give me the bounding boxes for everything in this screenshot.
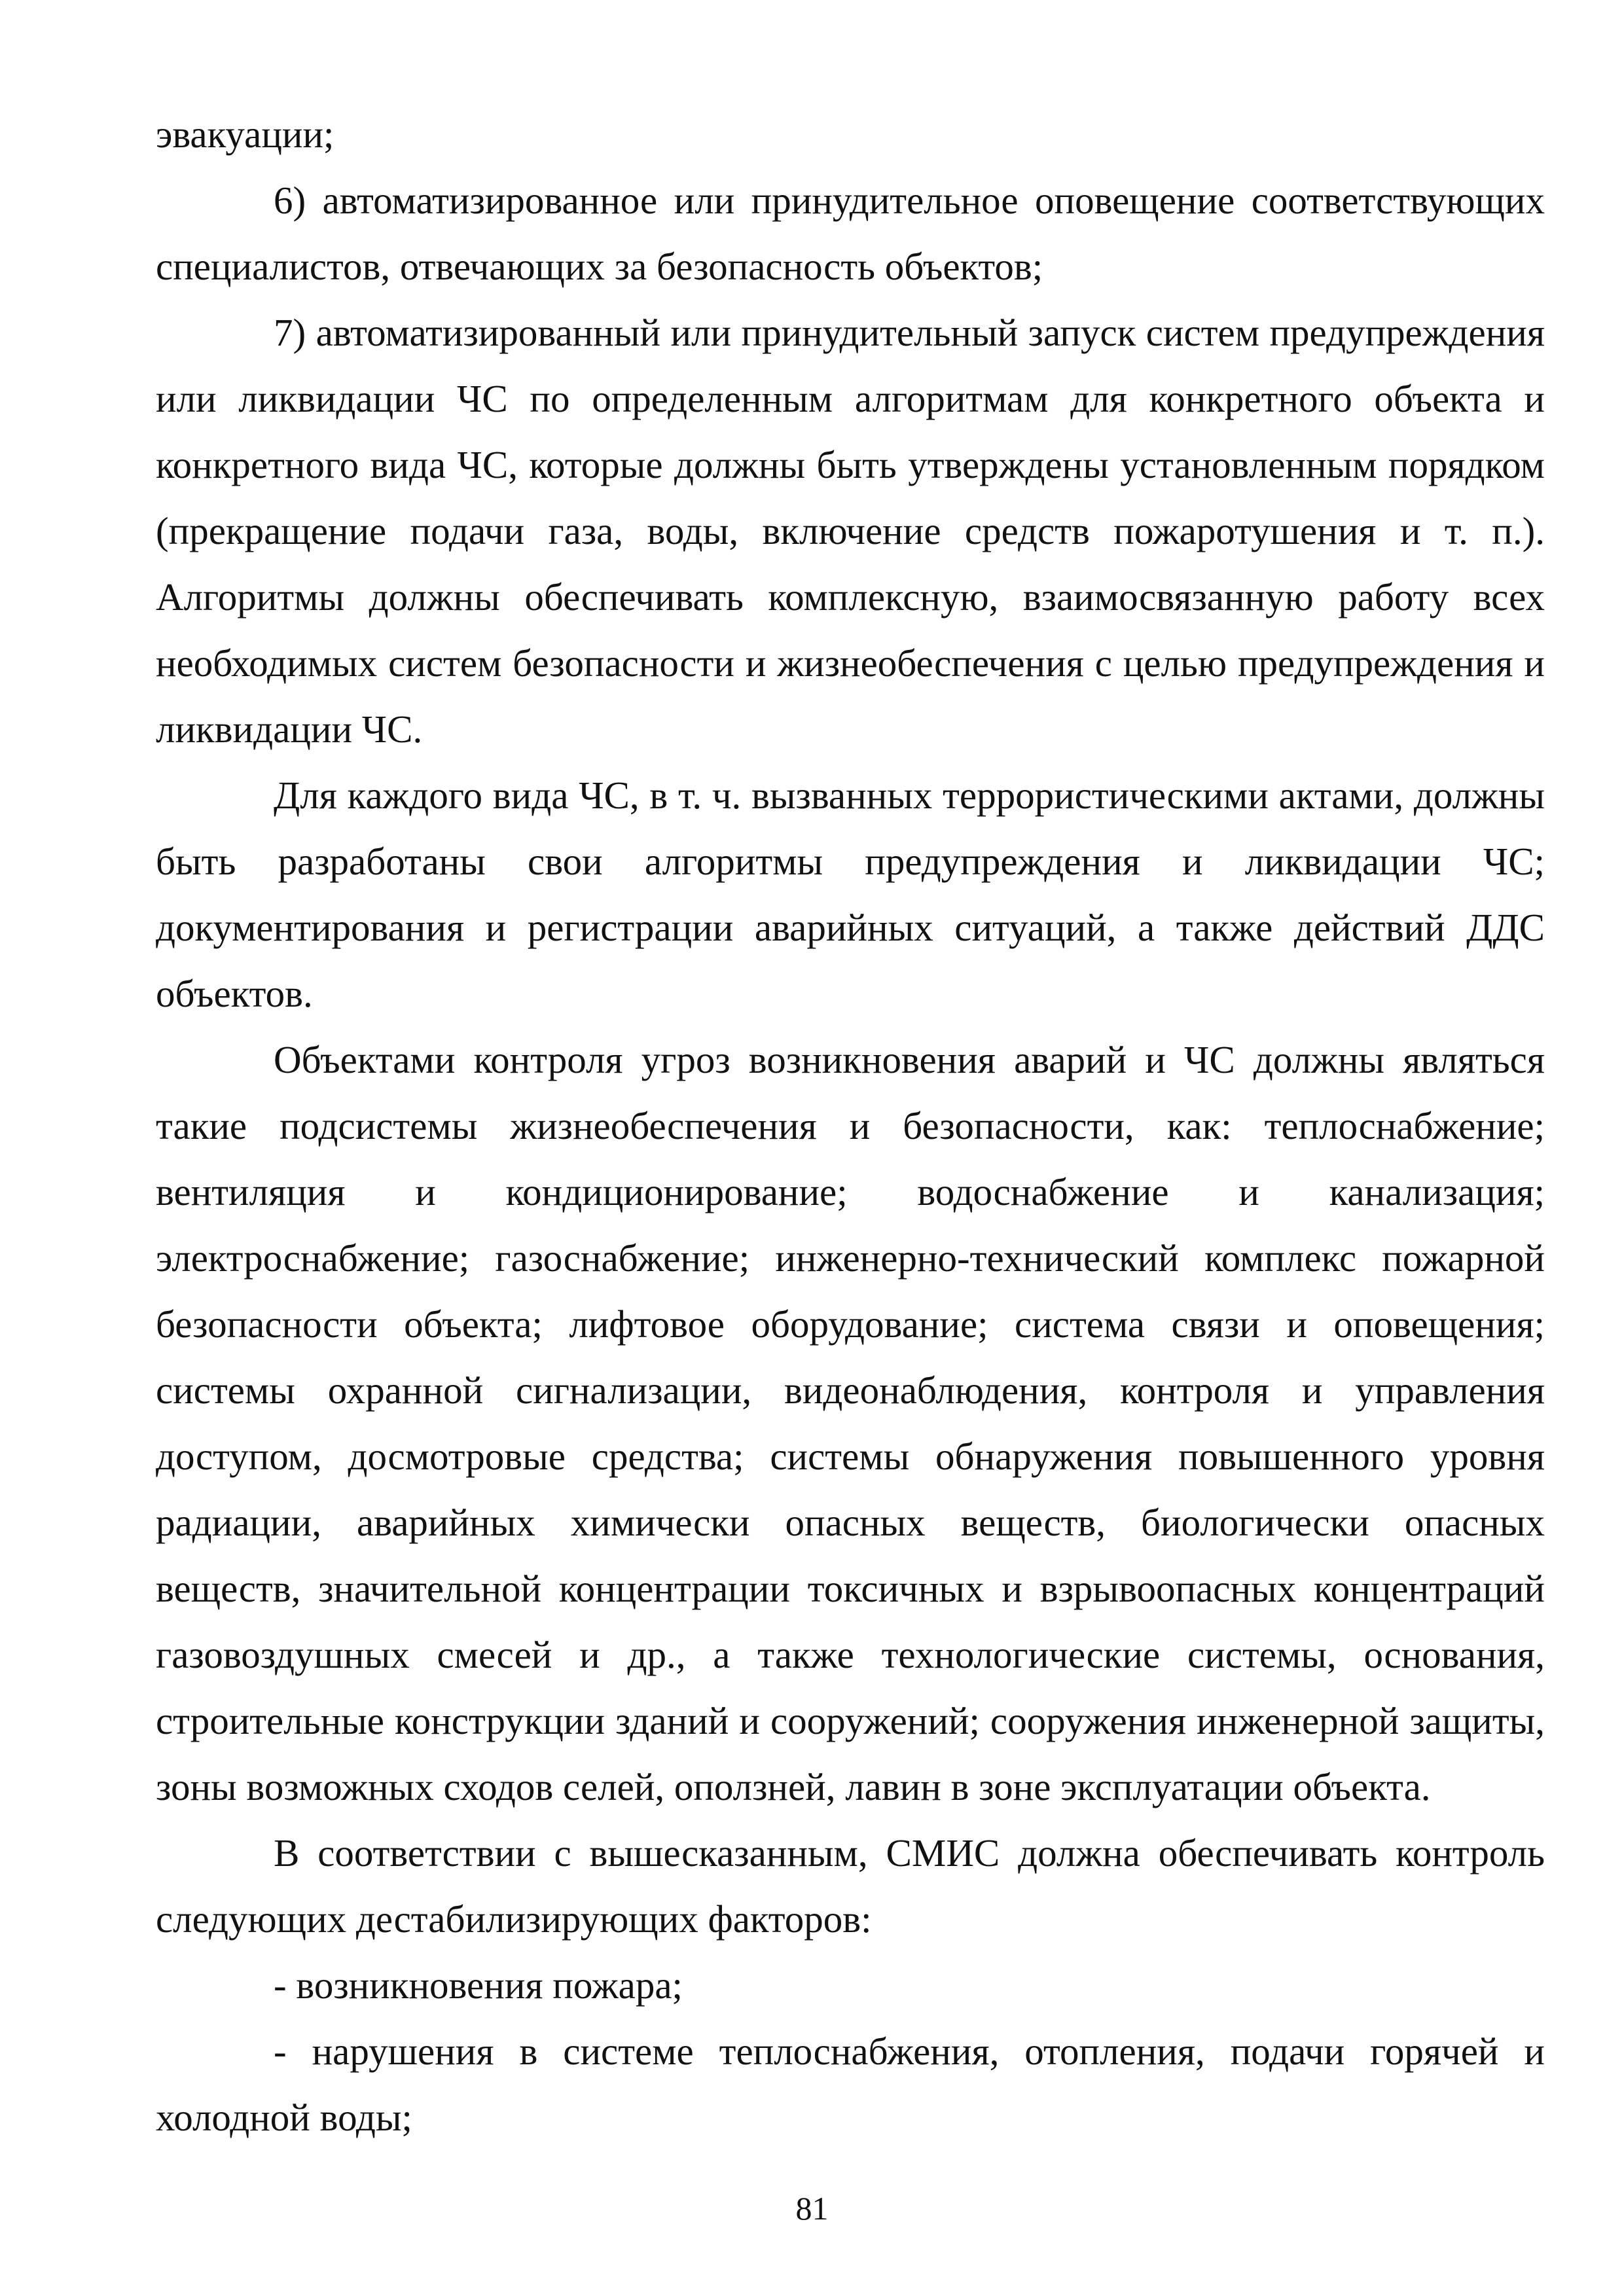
- paragraph-evacuation-end: эвакуации;: [156, 113, 334, 156]
- paragraph-control-objects: Объектами контроля угроз возникновения аварий и ЧС должны являться такие подсистемы жизнеобеспечения и безопасности, как: теплоснабжение; вентиляция и кондиционирование; водоснабжение и канализация; электроснабжение; газоснабжение; инженерно-технический комплекс пожарной безопасности объекта; лифтовое оборудование; система связи и оповещения; системы охранной сигнализации, видеонаблюдения, контроля и управления доступом, досмотровые средства; системы обнаружения повышенного уровня радиации, аварийных химически опасных веществ, биологически опасных веществ, значительной концентрации токсичных и взрывоопасных концентраций газовоздушных смесей и др., а также технологические системы, основания, строительные конструкции зданий и сооружений; сооружения инженерной защиты, зоны возможных сходов селей, оползней, лавин в зоне эксплуатации объекта.: [156, 1038, 1545, 1808]
- list-item-heating: - нарушения в системе теплоснабжения, отопления, подачи горячей и холодной воды;: [156, 2030, 1545, 2139]
- document-body: [156, 101, 1545, 2151]
- paragraph-item-6: 6) автоматизированное или принудительное оповещение соответствующих специалистов, отвечающих за безопасность объектов;: [156, 179, 1545, 288]
- paragraph-item-7: 7) автоматизированный или принудительный запуск систем предупреждения или ликвидации ЧС по определенным алгоритмам для конкретного объекта и конкретного вида ЧС, которые должны быть утверждены установленным порядком (прекращение подачи газа, воды, включение средств пожаротушения и т. п.). Алгоритмы должны обеспечивать комплексную, взаимосвязанную работу всех необходимых систем безопасности и жизнеобеспечения с целью предупреждения и ликвидации ЧС.: [156, 311, 1545, 751]
- paragraph-algorithms: Для каждого вида ЧС, в т. ч. вызванных террористическими актами, должны быть разработаны свои алгоритмы предупреждения и ликвидации ЧС; документирования и регистрации аварийных ситуаций, а также действий ДДС объектов.: [156, 774, 1545, 1015]
- paragraph-smis-factors: В соответствии с вышесказанным, СМИС должна обеспечивать контроль следующих дестабилизирующих факторов:: [156, 1831, 1545, 1941]
- list-item-fire: - возникновения пожара;: [274, 1964, 683, 2007]
- page-number: 81: [795, 2190, 829, 2227]
